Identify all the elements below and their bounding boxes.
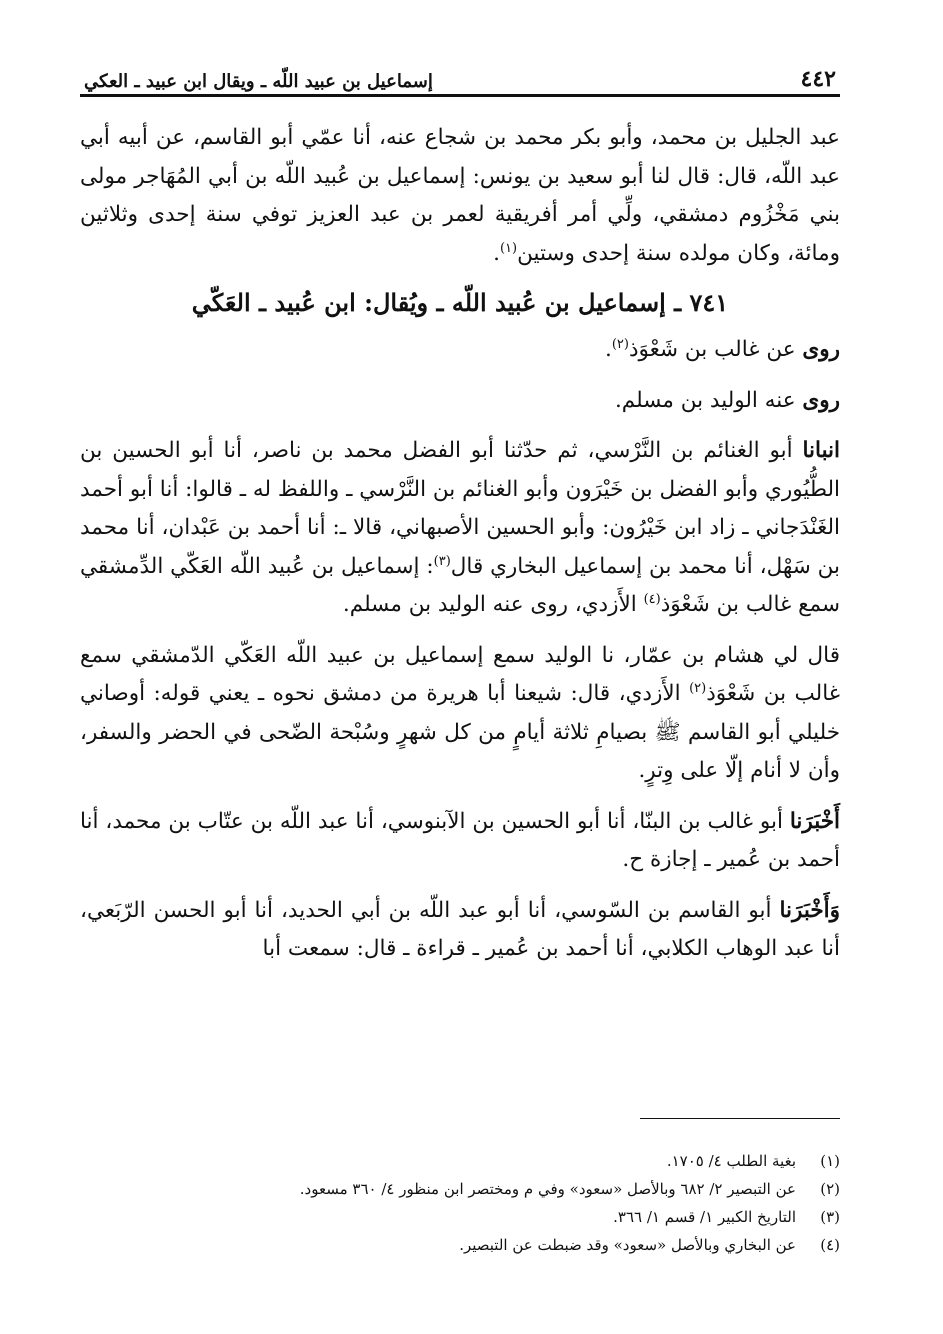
footnote: (١) بغية الطلب ٤/ ١٧٠٥.	[666, 1152, 840, 1170]
footnote-ref: (٤)	[643, 591, 661, 607]
page-header	[80, 58, 840, 97]
footnote-list	[80, 1133, 840, 1259]
main-text	[80, 119, 840, 969]
footnote: (٤) عن البخاري وبالأصل «سعود» وقد ضبطت عن التبصير.	[459, 1236, 840, 1254]
entry-title: ٧٤١ ـ إسماعيل بن عُبيد اللّه ـ ويُقال: ابن عُبيد ـ العَكّي	[191, 288, 729, 317]
running-title: إسماعيل بن عبيد اللّه ـ ويقال ابن عبيد ـ العكي	[84, 71, 433, 92]
paragraph: عبد الجليل بن محمد، وأبو بكر محمد بن شجاع عنه، أنا عمّي أبو القاسم، عن أبيه أبي عبد اللّه، قال: قال لنا أبو سعيد بن يونس: إسماعيل بن عُبيد اللّه بن أبي المُهَاجر مولى بني مَخْزُوم دمشقي، ولِّي أمر أفريقية لعمر بن عبد العزيز توفي سنة إحدى وثلاثين ومائة، وكان مولده سنة إحدى وستين$^{(١)}$.	[80, 125, 840, 266]
footnote-ref: (٢)	[611, 336, 629, 352]
paragraph: روى عنه الوليد بن مسلم.	[614, 387, 840, 413]
footnote: (٢) عن التبصير ٢/ ٦٨٢ وبالأصل «سعود» وفي م ومختصر ابن منظور ٤/ ٣٦٠ مسعود.	[299, 1180, 840, 1198]
page-number: ٤٤٢	[800, 66, 836, 92]
keyword: وَأَخْبَرَنا	[779, 897, 840, 923]
footnote-divider	[640, 1118, 840, 1119]
footnote: (٣) التاريخ الكبير ١/ قسم ١/ ٣٦٦.	[613, 1208, 840, 1226]
paragraph: قال لي هشام بن عمّار، نا الوليد سمع إسماعيل بن عبيد اللّه العَكّي الدّمشقي سمع غالب بن شَعْوَذ$^{(٢)}$ الأَزدي، قال: شيعنا أبا هريرة من دمشق نحوه ـ يعني قوله: أوصاني خليلي أبو القاسم ﷺ بصيامِ ثلاثة أيامٍ من كل شهرٍ وسُبْحة الضّحى في الحضر والسفر، وأن لا أنام إلّا على وِترٍ.	[80, 642, 840, 783]
keyword: أَخْبَرَنا	[789, 808, 840, 834]
footnotes	[80, 1118, 840, 1259]
paragraph: روى عن غالب بن شَعْوَذ$^{(٢)}$.	[605, 336, 840, 362]
keyword: روى	[802, 337, 840, 362]
paragraph: وَأَخْبَرَنا أبو القاسم بن السّوسي، أنا أبو عبد اللّه بن أبي الحديد، أنا أبو الحسن الرّبَعي، أنا عبد الوهاب الكلابي، أنا أحمد بن عُمير ـ قراءة ـ قال: سمعت أبا	[80, 897, 840, 961]
footnote-ref: (١)	[499, 240, 518, 256]
paragraph: انبانا أبو الغنائم بن النَّرْسي، ثم حدّثنا أبو الفضل محمد بن ناصر، أنا أبو الحسين بن الطُّيُوري وأبو الفضل بن خَيْرَون وأبو الغنائم بن النَّرْسي ـ واللفظ له ـ قالوا: أنا أبو أحمد الغَنْدَجاني ـ زاد ابن خَيْرُون: وأبو الحسين الأصبهاني، قالا ـ: أنا أحمد بن عَبْدان، أنا محمد بن سَهْل، أنا محمد بن إسماعيل البخاري قال$^{(٣)}$: إسماعيل بن عُبيد اللّه العَكّي الدِّمشقي سمع غالب بن شَعْوَذ$^{(٤)}$ الأَزدي، روى عنه الوليد بن مسلم.	[80, 438, 841, 617]
keyword: روى	[802, 387, 840, 413]
footnote-ref: (٢)	[689, 680, 707, 696]
footnote-ref: (٣)	[433, 553, 451, 569]
keyword: انبانا	[802, 438, 841, 463]
book-page	[80, 58, 840, 969]
paragraph: أَخْبَرَنا أبو غالب بن البنّا، أنا أبو الحسين بن الآبنوسي، أنا عبد اللّه بن عتّاب بن محمد، أنا أحمد بن عُمير ـ إجازة ح.	[80, 808, 840, 872]
